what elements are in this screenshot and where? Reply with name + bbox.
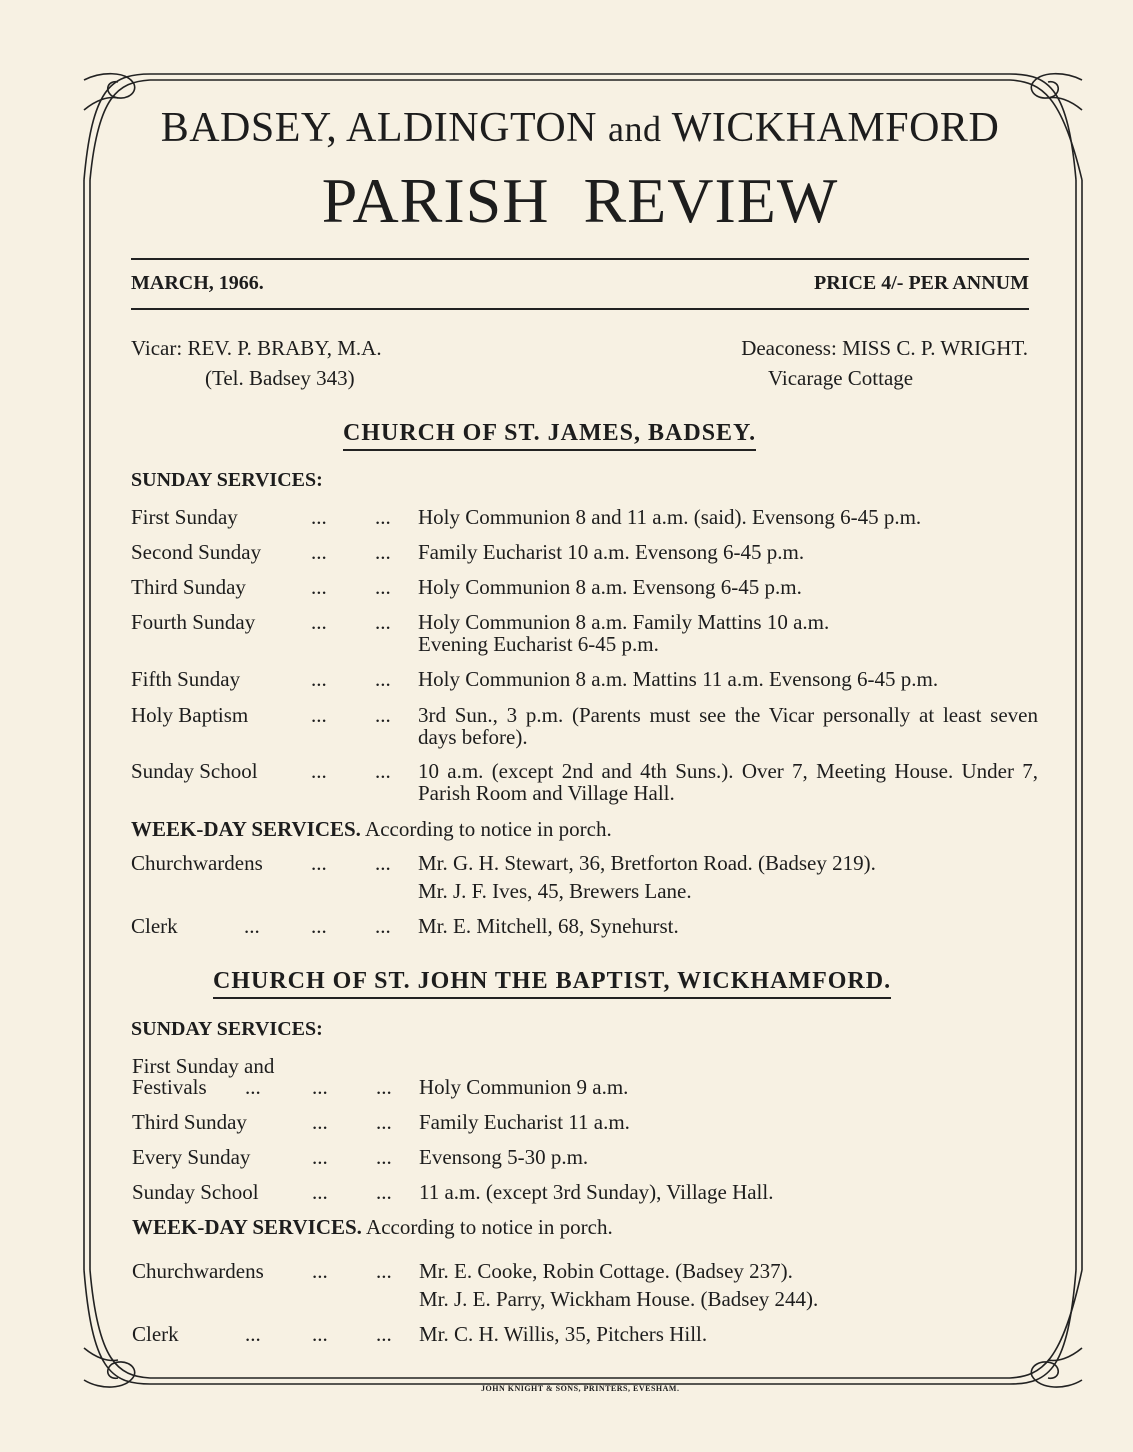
price-label: PRICE 4/- PER ANNUM	[814, 272, 1029, 294]
leader-dots: ...	[311, 703, 327, 727]
service-times: 11 a.m. (except 3rd Sunday), Village Hall.	[419, 1180, 774, 1204]
clerk-label: Clerk	[132, 1322, 179, 1346]
churchwarden-2: Mr. J. E. Parry, Wickham House. (Badsey 244).	[419, 1287, 819, 1311]
leader-dots: ...	[311, 610, 327, 634]
title-part-a: BADSEY, ALDINGTON	[160, 105, 598, 151]
parish-names-title	[0, 104, 1133, 152]
leader-dots: ...	[312, 1259, 328, 1283]
deaconess-address: Vicarage Cottage	[768, 366, 914, 390]
weekday-note: According to notice in porch.	[360, 817, 612, 841]
leader-dots: ...	[375, 575, 391, 599]
leader-dots: ...	[312, 1322, 328, 1346]
second-rule	[131, 308, 1029, 310]
badsey-church-heading: CHURCH OF ST. JAMES, BADSEY.	[343, 420, 756, 451]
service-label: Festivals	[132, 1075, 207, 1099]
service-label: Sunday School	[131, 759, 258, 783]
leader-dots: ...	[376, 1075, 392, 1099]
clerk-label: Clerk	[131, 914, 178, 938]
service-times: Holy Communion 8 and 11 a.m. (said). Evensong 6-45 p.m.	[418, 505, 922, 529]
top-rule	[131, 258, 1029, 260]
leader-dots: ...	[311, 759, 327, 783]
leader-dots: ...	[311, 851, 327, 875]
leader-dots: ...	[376, 1259, 392, 1283]
badsey-sunday-heading: SUNDAY SERVICES:	[131, 469, 323, 491]
service-label: Fourth Sunday	[131, 610, 256, 634]
leader-dots: ...	[375, 914, 391, 938]
service-label: Third Sunday	[131, 575, 246, 599]
service-label: Every Sunday	[132, 1145, 251, 1169]
wickhamford-sunday-heading: SUNDAY SERVICES:	[131, 1018, 323, 1040]
churchwarden-1: Mr. G. H. Stewart, 36, Bretforton Road. (Badsey 219).	[418, 851, 876, 875]
printer-imprint: JOHN KNIGHT & SONS, PRINTERS, EVESHAM.	[481, 1384, 680, 1393]
badsey-weekday-services	[131, 817, 612, 842]
service-times: Holy Communion 8 a.m. Family Mattins 10 a.m. Evening Eucharist 6-45 p.m.	[418, 610, 830, 656]
leader-dots: ...	[312, 1145, 328, 1169]
leader-dots: ...	[311, 575, 327, 599]
churchwardens-label: Churchwardens	[132, 1259, 264, 1283]
wickhamford-weekday-services	[132, 1215, 613, 1240]
clerk-name: Mr. E. Mitchell, 68, Synehurst.	[418, 914, 679, 938]
leader-dots: ...	[311, 667, 327, 691]
service-times: 3rd Sun., 3 p.m. (Parents must see the Vicar personally at least seven days before).	[418, 703, 1038, 749]
leader-dots: ...	[312, 1180, 328, 1204]
publication-title: PARISH REVIEW	[321, 165, 839, 236]
weekday-heading: WEEK-DAY SERVICES.	[132, 1215, 362, 1239]
clerk-name: Mr. C. H. Willis, 35, Pitchers Hill.	[419, 1322, 708, 1346]
leader-dots: ...	[375, 540, 391, 564]
title-and: and	[608, 109, 662, 149]
service-label: Holy Baptism	[131, 703, 249, 727]
churchwardens-label: Churchwardens	[131, 851, 263, 875]
service-label: First Sunday	[131, 505, 238, 529]
service-times: Family Eucharist 10 a.m. Evensong 6-45 p.m.	[418, 540, 805, 564]
wickhamford-church-heading: CHURCH OF ST. JOHN THE BAPTIST, WICKHAMFORD.	[213, 968, 891, 999]
leader-dots: ...	[245, 1075, 261, 1099]
vicar-name: Vicar: REV. P. BRABY, M.A.	[131, 336, 382, 360]
service-times: Family Eucharist 11 a.m.	[419, 1110, 630, 1134]
weekday-heading: WEEK-DAY SERVICES.	[131, 817, 361, 841]
leader-dots: ...	[312, 1110, 328, 1134]
leader-dots: ...	[312, 1075, 328, 1099]
service-label: Fifth Sunday	[131, 667, 241, 691]
service-times: Holy Communion 8 a.m. Evensong 6-45 p.m.	[418, 575, 802, 599]
leader-dots: ...	[375, 851, 391, 875]
service-times: 10 a.m. (except 2nd and 4th Suns.). Over 7, Meeting House. Under 7, Parish Room and Village Hall.	[418, 759, 1038, 805]
title-part-b: WICKHAMFORD	[671, 105, 1000, 151]
leader-dots: ...	[245, 1322, 261, 1346]
leader-dots: ...	[376, 1145, 392, 1169]
leader-dots: ...	[311, 505, 327, 529]
service-label: Sunday School	[132, 1180, 259, 1204]
leader-dots: ...	[375, 610, 391, 634]
first-sunday-label-line1: First Sunday and	[132, 1054, 275, 1078]
leader-dots: ...	[376, 1180, 392, 1204]
leader-dots: ...	[375, 505, 391, 529]
service-times: Evensong 5-30 p.m.	[419, 1145, 589, 1169]
leader-dots: ...	[376, 1110, 392, 1134]
leader-dots: ...	[311, 914, 327, 938]
leader-dots: ...	[375, 667, 391, 691]
churchwarden-2: Mr. J. F. Ives, 45, Brewers Lane.	[418, 879, 692, 903]
leader-dots: ...	[244, 914, 260, 938]
service-label: Second Sunday	[131, 540, 262, 564]
service-times: Holy Communion 8 a.m. Mattins 11 a.m. Evensong 6-45 p.m.	[418, 667, 939, 691]
service-label: Third Sunday	[132, 1110, 247, 1134]
churchwarden-1: Mr. E. Cooke, Robin Cottage. (Badsey 237).	[419, 1259, 793, 1283]
deaconess-name: Deaconess: MISS C. P. WRIGHT.	[741, 336, 1028, 360]
issue-date: MARCH, 1966.	[131, 272, 264, 294]
leader-dots: ...	[375, 703, 391, 727]
weekday-note: According to notice in porch.	[361, 1215, 613, 1239]
leader-dots: ...	[375, 759, 391, 783]
leader-dots: ...	[376, 1322, 392, 1346]
vicar-telephone: (Tel. Badsey 343)	[205, 366, 355, 390]
leader-dots: ...	[311, 540, 327, 564]
service-times: Holy Communion 9 a.m.	[419, 1075, 629, 1099]
